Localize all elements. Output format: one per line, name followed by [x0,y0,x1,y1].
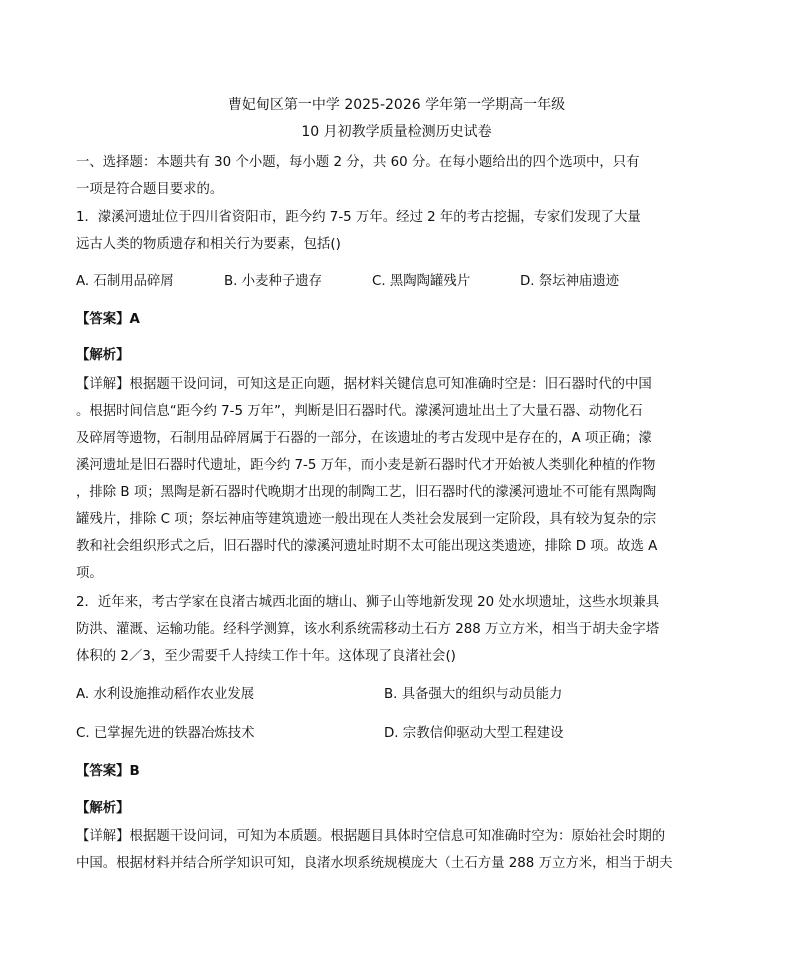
section-instruction-line1: 一、选择题：本题共有 30 个小题，每小题 2 分，共 60 分。在每小题给出的四个选项中，只有 [76,155,640,170]
q1-detail-line: 教和社会组织形式之后，旧石器时代的濛溪河遗址时期不太可能出现这类遗迹，排除 D 项。故选 A [76,539,658,554]
q2-analysis-label: 【解析】 [76,801,130,816]
q1-detail-line: 【详解】根据题干设问词，可知这是正向题，据材料关键信息可知准确时空是：旧石器时代的中国 [76,377,652,392]
q2-option-b: B. 具备强大的组织与动员能力 [384,687,563,702]
q1-detail-line: 溪河遗址是旧石器时代遗址，距今约 7-5 万年，而小麦是新石器时代才开始被人类驯化种植的作物 [76,458,656,473]
q2-stem-line1: 2．近年来，考古学家在良渚古城西北面的塘山、狮子山等地新发现 20 处水坝遗址，这些水坝兼具 [76,595,660,610]
exam-title-line2: 10 月初教学质量检测历史试卷 [301,124,492,140]
section-instruction-line2: 一项是符合题目要求的。 [76,182,224,197]
q1-option-d: D. 祭坛神庙遗迹 [520,274,620,289]
q1-option-a: A. 石制用品碎屑 [76,274,174,289]
q1-stem-line2: 远古人类的物质遗存和相关行为要素，包括() [76,237,341,252]
q2-option-d: D. 宗教信仰驱动大型工程建设 [384,726,564,741]
q2-stem-line3: 体积的 2／3，至少需要千人持续工作十年。这体现了良渚社会() [76,649,456,664]
q2-detail-line: 【详解】根据题干设问词，可知为本质题。根据题目具体时空信息可知准确时空为：原始社会时期的 [76,829,666,844]
q1-stem-line1: 1．濛溪河遗址位于四川省资阳市，距今约 7-5 万年。经过 2 年的考古挖掘，专家们发现了大量 [76,210,641,225]
q1-detail-line: ，排除 B 项；黑陶是新石器时代晚期才出现的制陶工艺，旧石器时代的濛溪河遗址不可能有黑陶陶 [76,485,657,500]
q1-detail-line: 项。 [76,566,103,581]
q2-option-c: C. 已掌握先进的铁器冶炼技术 [76,726,255,741]
q1-option-c: C. 黑陶陶罐残片 [372,274,471,289]
q1-detail-line: 。根据时间信息“距今约 7-5 万年”，判断是旧石器时代。濛溪河遗址出土了大量石器、动物化石 [76,404,643,419]
q2-answer: 【答案】B [76,764,140,779]
exam-title-line1: 曹妃甸区第一中学 2025-2026 学年第一学期高一年级 [227,97,566,113]
q1-detail-line: 罐残片，排除 C 项；祭坛神庙等建筑遗迹一般出现在人类社会发展到一定阶段，具有较为复杂的宗 [76,512,657,527]
q1-answer: 【答案】A [76,312,140,327]
q2-detail-line: 中国。根据材料并结合所学知识可知，良渚水坝系统规模庞大（土石方量 288 万立方米，相当于胡夫 [76,856,673,871]
q2-stem-line2: 防洪、灌溉、运输功能。经科学测算，该水利系统需移动土石方 288 万立方米，相当于胡夫金字塔 [76,622,660,637]
q1-analysis-label: 【解析】 [76,348,130,363]
q1-detail-line: 及碎屑等遗物，石制用品碎屑属于石器的一部分，在该遗址的考古发现中是存在的，A 项正确；濛 [76,431,652,446]
q1-option-b: B. 小麦种子遗存 [224,274,323,289]
q2-option-a: A. 水利设施推动稻作农业发展 [76,687,255,702]
